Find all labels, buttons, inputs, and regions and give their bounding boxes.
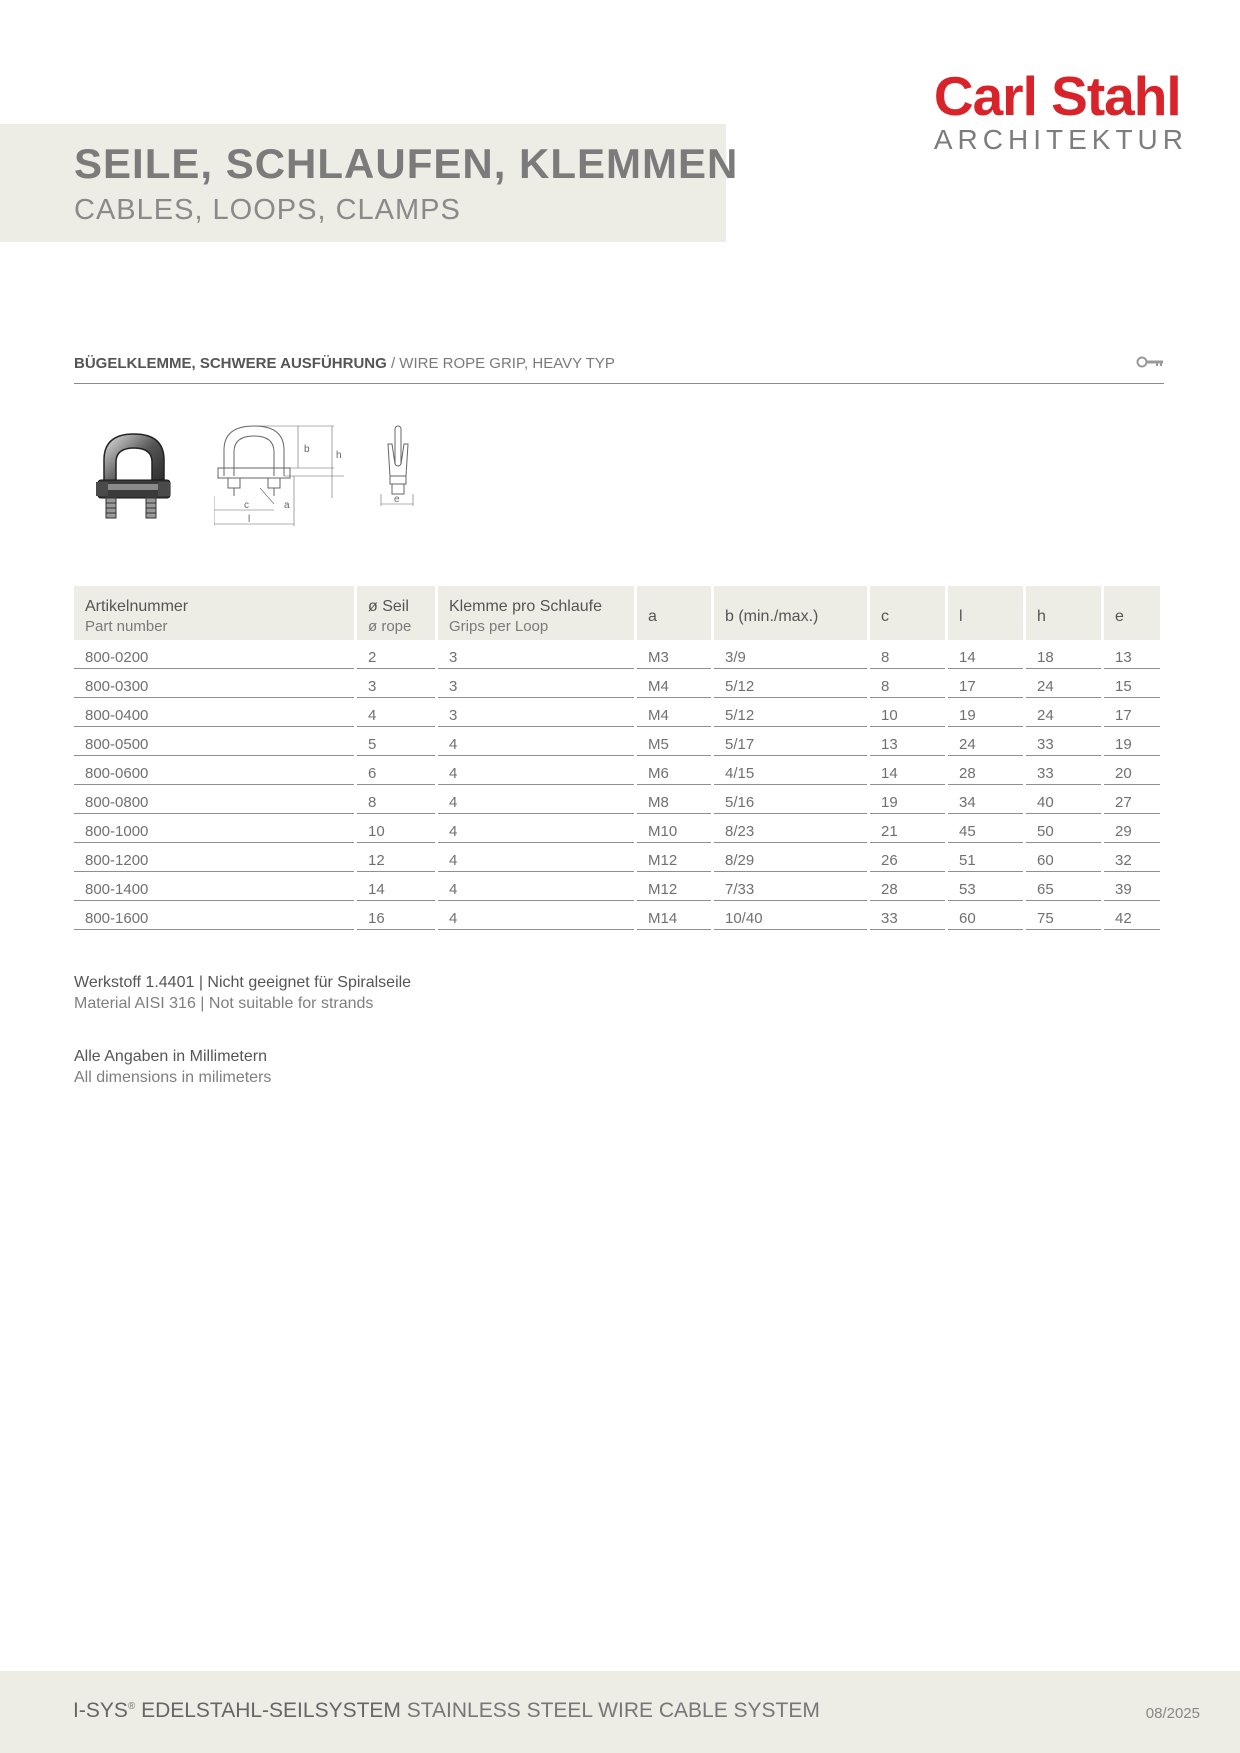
table-row xyxy=(74,669,1160,698)
table-cell: 3/9 xyxy=(714,640,867,669)
table-cell: 4 xyxy=(438,756,634,785)
material-note-en: Material AISI 316 | Not suitable for strands xyxy=(74,995,374,1012)
table-cell: M3 xyxy=(637,640,711,669)
table-cell: M12 xyxy=(637,872,711,901)
dim-label-l: l xyxy=(248,514,251,525)
table-cell: 34 xyxy=(948,785,1023,814)
dim-label-a: a xyxy=(284,500,290,511)
table-cell: 32 xyxy=(1104,843,1160,872)
brand-logo xyxy=(933,65,1188,156)
dim-label-h: h xyxy=(336,450,342,461)
table-cell: 5/12 xyxy=(714,698,867,727)
table-cell: 28 xyxy=(870,872,945,901)
dimensions-note xyxy=(74,1046,271,1088)
dimensions-note-de: Alle Angaben in Millimetern xyxy=(74,1048,267,1065)
footer-brand-de: EDELSTAHL-SEILSYSTEM xyxy=(135,1699,401,1722)
table-cell: 40 xyxy=(1026,785,1101,814)
table-header-row xyxy=(74,586,1160,640)
table-cell: M5 xyxy=(637,727,711,756)
footer-date: 08/2025 xyxy=(1145,1705,1200,1722)
table-cell: 14 xyxy=(870,756,945,785)
registered-mark: ® xyxy=(127,1701,136,1712)
table-cell: 4 xyxy=(438,843,634,872)
table-cell: 19 xyxy=(1104,727,1160,756)
table-cell: 7/33 xyxy=(714,872,867,901)
wrench-icon xyxy=(1136,355,1164,373)
table-cell: M12 xyxy=(637,843,711,872)
table-cell: 19 xyxy=(948,698,1023,727)
table-cell: 800-0200 xyxy=(74,640,354,669)
table-cell: 4 xyxy=(438,814,634,843)
brand-name: Carl Stahl xyxy=(933,65,1181,127)
material-note-de: Werkstoff 1.4401 | Nicht geeignet für Spiralseile xyxy=(74,974,412,991)
table-cell: 800-0600 xyxy=(74,756,354,785)
table-cell: 8 xyxy=(870,640,945,669)
table-cell: 800-1600 xyxy=(74,901,354,930)
table-cell: 75 xyxy=(1026,901,1101,930)
table-row xyxy=(74,901,1160,930)
table-cell: 24 xyxy=(1026,669,1101,698)
table-cell: 800-1200 xyxy=(74,843,354,872)
dim-label-c: c xyxy=(244,500,249,511)
table-cell: 65 xyxy=(1026,872,1101,901)
table-cell: 19 xyxy=(870,785,945,814)
table-cell: 4 xyxy=(438,727,634,756)
table-cell: 60 xyxy=(1026,843,1101,872)
table-cell: 800-0300 xyxy=(74,669,354,698)
table-cell: 5/12 xyxy=(714,669,867,698)
table-row xyxy=(74,727,1160,756)
table-cell: 8 xyxy=(357,785,435,814)
section-heading-de: BÜGELKLEMME, SCHWERE AUSFÜHRUNG xyxy=(74,355,387,372)
col-e: e xyxy=(1104,586,1160,640)
table-cell: 4 xyxy=(438,872,634,901)
table-cell: 12 xyxy=(357,843,435,872)
table-cell: M14 xyxy=(637,901,711,930)
table-cell: 800-1000 xyxy=(74,814,354,843)
table-row xyxy=(74,785,1160,814)
footer-brand-prefix: I-SYS xyxy=(73,1699,128,1722)
table-cell: 60 xyxy=(948,901,1023,930)
table-cell: 4 xyxy=(438,901,634,930)
table-cell: 10 xyxy=(870,698,945,727)
table-cell: 33 xyxy=(870,901,945,930)
brand-sub: ARCHITEKTUR xyxy=(933,124,1188,155)
table-row xyxy=(74,640,1160,669)
col-b: b (min./max.) xyxy=(714,586,867,640)
table-cell: 10/40 xyxy=(714,901,867,930)
table-cell: 5 xyxy=(357,727,435,756)
col-c: c xyxy=(870,586,945,640)
col-a: a xyxy=(637,586,711,640)
col-grips-per-loop: Klemme pro Schlaufe Grips per Loop xyxy=(438,586,634,640)
table-cell: 17 xyxy=(948,669,1023,698)
table-cell: 24 xyxy=(1026,698,1101,727)
section-heading-en: WIRE ROPE GRIP, HEAVY TYP xyxy=(399,355,615,372)
table-cell: 39 xyxy=(1104,872,1160,901)
table-cell: 2 xyxy=(357,640,435,669)
table-cell: 800-0800 xyxy=(74,785,354,814)
table-cell: 45 xyxy=(948,814,1023,843)
table-cell: 21 xyxy=(870,814,945,843)
dimensions-note-en: All dimensions in milimeters xyxy=(74,1069,272,1086)
col-h: h xyxy=(1026,586,1101,640)
dim-label-e: e xyxy=(394,494,400,505)
table-cell: 800-0500 xyxy=(74,727,354,756)
col-l: l xyxy=(948,586,1023,640)
technical-drawing-front xyxy=(214,424,354,539)
table-cell: 3 xyxy=(438,698,634,727)
table-cell: 6 xyxy=(357,756,435,785)
table-cell: 18 xyxy=(1026,640,1101,669)
table-cell: 51 xyxy=(948,843,1023,872)
table-cell: 20 xyxy=(1104,756,1160,785)
table-cell: 53 xyxy=(948,872,1023,901)
table-cell: 29 xyxy=(1104,814,1160,843)
table-cell: 28 xyxy=(948,756,1023,785)
dim-label-b: b xyxy=(304,444,310,455)
section-heading-separator: / xyxy=(386,355,400,372)
col-part-number: Artikelnummer Part number xyxy=(74,586,354,640)
table-cell: 3 xyxy=(438,669,634,698)
table-cell: M8 xyxy=(637,785,711,814)
table-cell: 4/15 xyxy=(714,756,867,785)
table-cell: 42 xyxy=(1104,901,1160,930)
technical-drawing-side xyxy=(378,424,428,519)
table-row xyxy=(74,814,1160,843)
table-cell: 33 xyxy=(1026,756,1101,785)
table-cell: 800-0400 xyxy=(74,698,354,727)
table-cell: 3 xyxy=(357,669,435,698)
material-note xyxy=(74,972,411,1014)
table-cell: 14 xyxy=(948,640,1023,669)
table-cell: 8/23 xyxy=(714,814,867,843)
table-cell: M6 xyxy=(637,756,711,785)
table-cell: 26 xyxy=(870,843,945,872)
table-cell: 15 xyxy=(1104,669,1160,698)
table-cell: 3 xyxy=(438,640,634,669)
page-subtitle: CABLES, LOOPS, CLAMPS xyxy=(74,194,461,226)
table-cell: 27 xyxy=(1104,785,1160,814)
table-cell: 5/17 xyxy=(714,727,867,756)
table-cell: 33 xyxy=(1026,727,1101,756)
table-cell: 13 xyxy=(1104,640,1160,669)
col-rope-diameter: ø Seil ø rope xyxy=(357,586,435,640)
table-cell: M4 xyxy=(637,669,711,698)
section-heading xyxy=(74,355,1164,384)
product-photo xyxy=(94,430,174,535)
table-cell: 800-1400 xyxy=(74,872,354,901)
page-title: SEILE, SCHLAUFEN, KLEMMEN xyxy=(74,140,739,187)
footer-title xyxy=(73,1699,820,1723)
footer xyxy=(0,1671,1240,1753)
table-cell: 24 xyxy=(948,727,1023,756)
table-cell: 10 xyxy=(357,814,435,843)
table-cell: 17 xyxy=(1104,698,1160,727)
table-cell: 16 xyxy=(357,901,435,930)
table-cell: 13 xyxy=(870,727,945,756)
table-cell: 5/16 xyxy=(714,785,867,814)
table-row xyxy=(74,872,1160,901)
table-cell: 8/29 xyxy=(714,843,867,872)
table-cell: 50 xyxy=(1026,814,1101,843)
table-row xyxy=(74,698,1160,727)
table-row xyxy=(74,756,1160,785)
footer-brand-en: STAINLESS STEEL WIRE CABLE SYSTEM xyxy=(400,1699,820,1722)
table-row xyxy=(74,843,1160,872)
table-cell: M4 xyxy=(637,698,711,727)
spec-table xyxy=(71,586,1163,930)
table-cell: 8 xyxy=(870,669,945,698)
table-cell: M10 xyxy=(637,814,711,843)
table-cell: 4 xyxy=(438,785,634,814)
table-cell: 14 xyxy=(357,872,435,901)
table-cell: 4 xyxy=(357,698,435,727)
